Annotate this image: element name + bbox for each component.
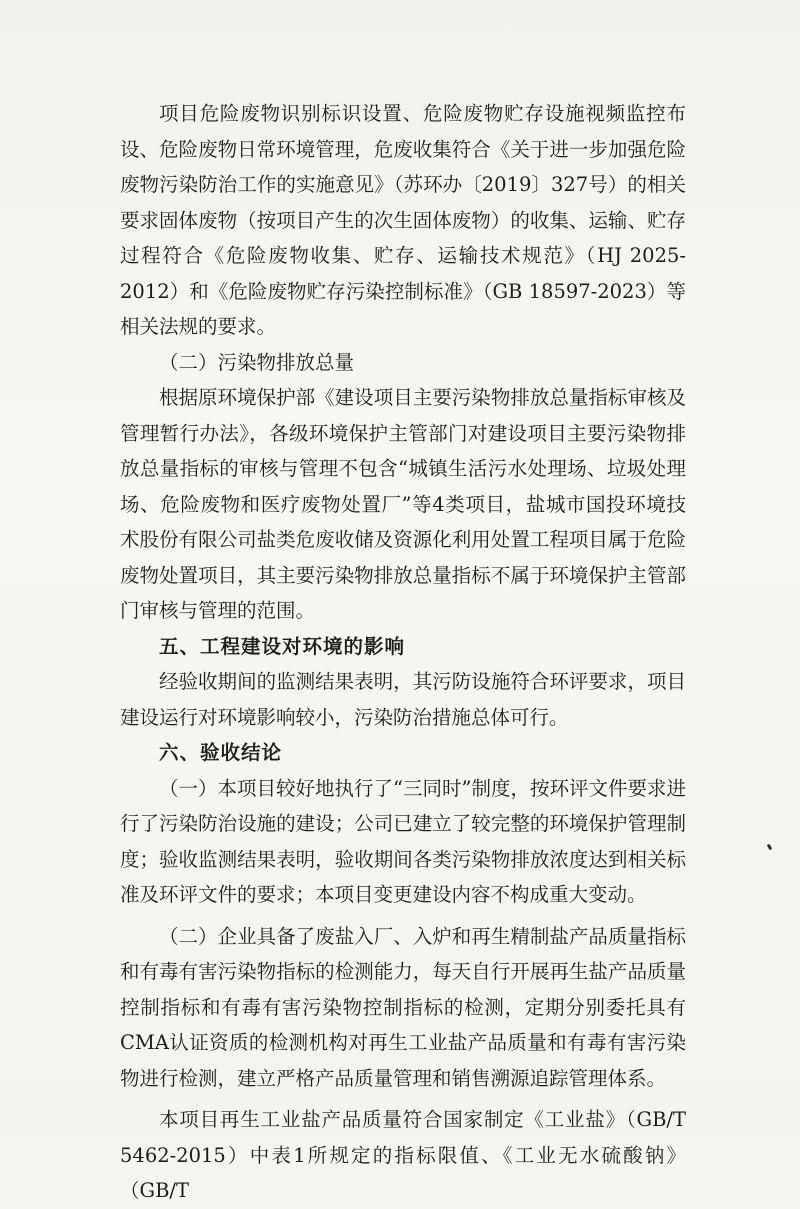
paragraph-conclusion-2: （二）企业具备了废盐入厂、入炉和再生精制盐产品质量指标和有毒有害污染物指标的检测能力，每天自行开展再生盐产品质量控制指标和有毒有害污染物控制指标的检测，定期分别委托具有CMA认证资质的检测机构对再生工业盐产品质量和有毒有害污染物进行检测，建立严格产品质量管理和销售溯源追踪管理体系。 (120, 924, 686, 1090)
subheading-total-emissions: （二）污染物排放总量 (159, 350, 355, 374)
paragraph-conclusion-1: （一）本项目较好地执行了“三同时”制度，按环评文件要求进行了污染防治设施的建设；公司已建立了较完整的环境保护管理制度；验收监测结果表明，验收期间各类污染物排放浓度达到相关标准及环评文件的要求；本项目变更建设内容不构成重大变动。 (120, 776, 686, 906)
section-heading-environmental-impact: 五、工程建设对环境的影响 (159, 634, 406, 658)
scan-speck-mark (767, 844, 773, 851)
paragraph-total-emissions: 根据原环境保护部《建设项目主要污染物排放总量指标审核及管理暂行办法》，各级环境保护主管部门对建设项目主要污染物排放总量指标的审核与管理不包含“城镇生活污水处理场、垃圾处理场、危险废物和医疗废物处置厂”等4类项目，盐城市国投环境技术股份有限公司盐类危废收储及资源化利用处置工程项目属于危险废物处置项目，其主要污染物排放总量指标不属于环境保护主管部门审核与管理的范围。 (120, 386, 686, 622)
paragraph-environmental-impact: 经验收期间的监测结果表明，其污防设施符合环评要求，项目建设运行对环境影响较小，污染防治措施总体可行。 (120, 670, 686, 729)
document-body (120, 96, 686, 1209)
paragraph-product-quality: 本项目再生工业盐产品质量符合国家制定《工业盐》（GB/T 5462-2015）中表1所规定的指标限值、《工业无水硫酸钠》（GB/T (120, 1108, 686, 1202)
section-heading-acceptance-conclusion: 六、验收结论 (159, 741, 283, 764)
paragraph-hazardous-waste-management: 项目危险废物识别标识设置、危险废物贮存设施视频监控布设、危险废物日常环境管理，危废收集符合《关于进一步加强危险废物污染防治工作的实施意见》（苏环办〔2019〕327号）的相关要求固体废物（按项目产生的次生固体废物）的收集、运输、贮存过程符合《危险废物收集、贮存、运输技术规范》（HJ 2025-2012）和《危险废物贮存污染控制标准》（GB 18597-2023）等相关法规的要求。 (120, 102, 686, 338)
